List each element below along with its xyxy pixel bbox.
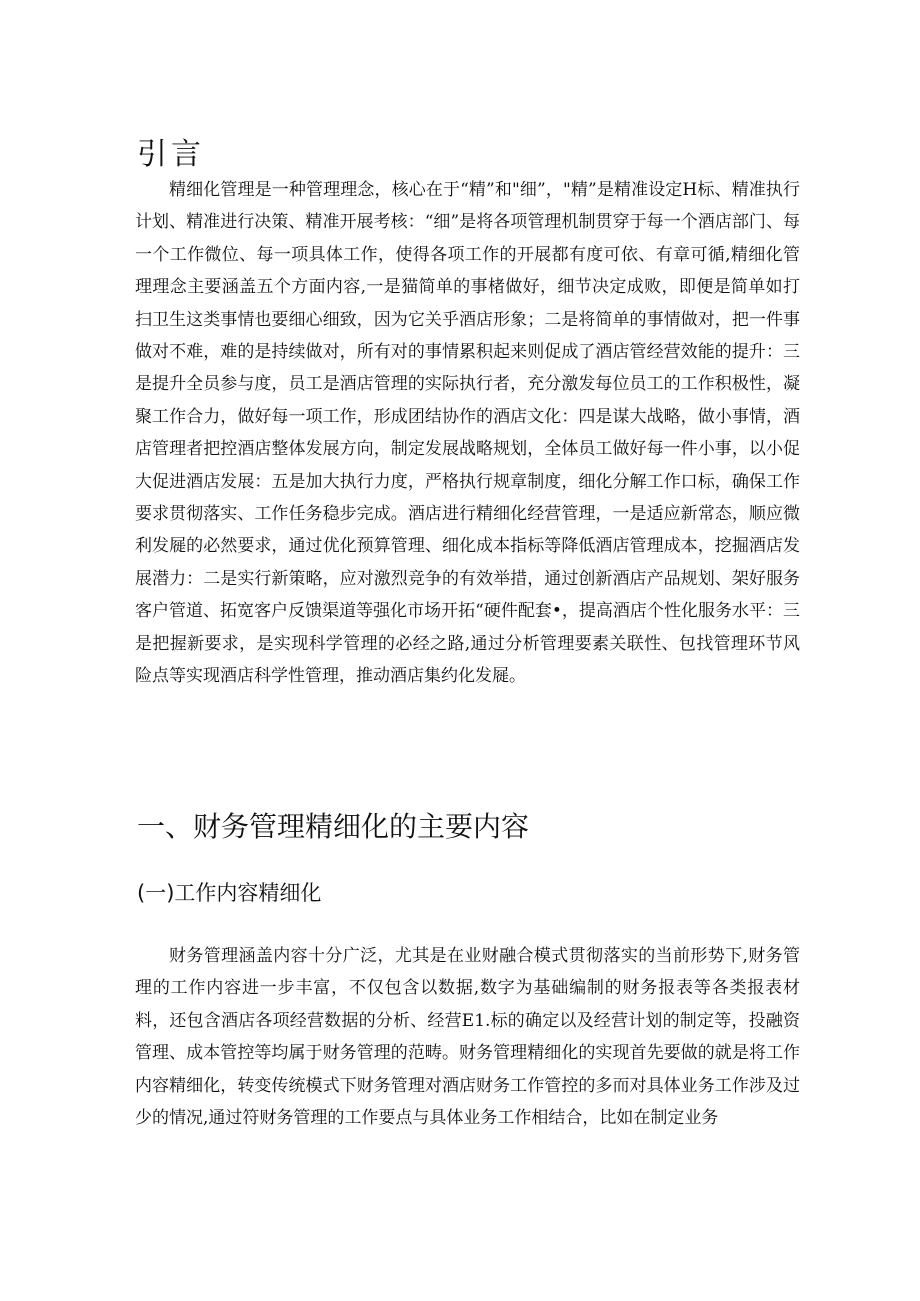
section-heading: 一、财务管理精细化的主要内容 [137,810,530,843]
intro-paragraph: 精细化管理是一种管理理念，核心在于“精”和"细”，"精”是精准设定H标、精准执行计划、精准进行决策、精准开展考核：“细”是将各项管理机制贯穿于每一个酒店部门、每一个工作微位、每一项具体工作，使得各项工作的开展都有度可依、有章可循,精细化管理理念主要涵盖五个方面内容,一是猫简单的事楮做好，细节决定成败，即便是简单如打扫卫生这类事情也要细心细致，因为它关乎酒店形象；二是将简单的事情做对，把一件事做对不难，难的是持续做对，所有对的事情累积起来则促成了酒店管经营效能的提升：三是提升全员参与度，员工是酒店管理的实际执行者，充分激发每位员工的工作积极性，凝聚工作合力，做好每一项工作，形成团结协作的酒店文化：四是谋大战略，做小事情，酒店管理者把控酒店整体发展方向，制定发展战略规划，全体员工做好每一件小事，以小促大促进酒店发展：五是加大执行力度，严格执行规章制度，细化分解工作口标，确保工作要求贯彻落实、工作任务稳步完成。酒店进行精细化经营管理，一是适应新常态，顺应微利发屣的必然要求，通过优化预算管理、细化成本指标等降低酒店管理成本，挖掘酒店发展潜力：二是实行新策略，应对激烈竞争的有效举措，通过创新酒店产品规划、架好服务客户管道、拓宽客户反馈渠道等强化市场开拓“硬件配套•，提高酒店个性化服务水平：三是把握新要求，是实现科学管理的必经之路,通过分析管理要素关联性、包找管理环节风险点等实现酒店科学性管理，推动酒店集约化发屣。 [135,180,800,687]
subsection-paragraph: 财务管理涵盖内容十分广泛，尤其是在业财融合模式贯彻落实的当前形势下,财务管理的工作内容进一步丰富，不仅包含以数据,数字为基础编制的财务报表等各类报表材料，还包含酒店各项经营数据的分析、经营E1.标的确定以及经营计划的制定等，投融资管理、成本管控等均属于财务管理的范畴。财务管理精细化的实现首先要做的就是将工作内容精细化，转变传统模式下财务管理对酒店财务工作管控的多而对具体业务工作涉及过少的情况,通过符财务管理的工作要点与具体业务工作相结合，比如在制定业务 [135,946,800,1129]
intro-heading: 引言 [137,137,205,172]
subsection-heading: (一)工作内容精细化 [137,881,322,905]
